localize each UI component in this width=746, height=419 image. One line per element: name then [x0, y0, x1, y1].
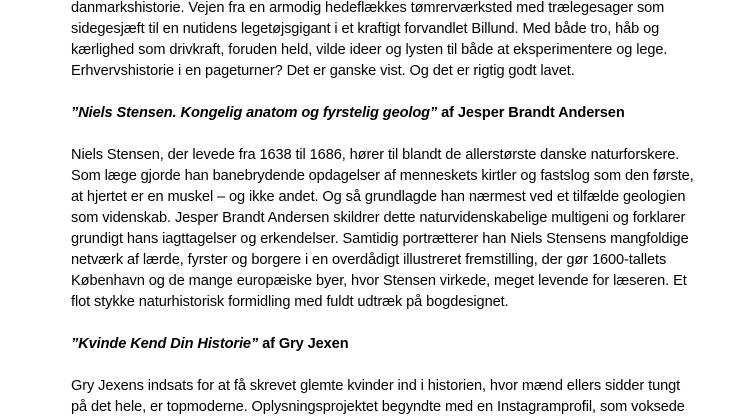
paragraph-niels-stensen — [71, 145, 694, 313]
heading-kvinde-kend-din-historie — [71, 334, 349, 355]
paragraph-line: kærlighed som drivkraft, foruden held, vilde ideer og lysten til både at eksperimentere og lege. — [71, 42, 668, 58]
paragraph-line: som videnskab. Jesper Brandt Andersen skildrer dette naturvidenskabelige multigeni og forklarer — [71, 210, 686, 226]
paragraph-line: sidegesjæft til en nutidens legetøjsgigant i et kraftigt forvandlet Billund. Med både tro, håb og — [71, 21, 660, 37]
paragraph-line: danmarkshistorie. Vejen fra en armodig hedeflækkes tømrerværksted med trælegesager som — [71, 0, 665, 16]
paragraph-line: flot stykke naturhistorisk formidling med fuldt udtræk på bogdesignet. — [71, 294, 509, 310]
paragraph-line: Niels Stensen, der levede fra 1638 til 1686, hører til blandt de allerstørste danske naturforskere. — [71, 147, 680, 163]
paragraph-lego-history — [71, 0, 667, 82]
paragraph-line: netværk af lærde, fyrster og borgere i en overdådigt illustreret fremstilling, der gør 1600-tallets — [71, 252, 667, 268]
paragraph-line: København og de mange europæiske byer, hvor Stensen virkede, meget levende for læseren. Et — [71, 273, 687, 289]
paragraph-line: Gry Jexens indsats for at få skrevet glemte kvinder ind i historien, hvor mænd ellers sidder tungt — [71, 378, 681, 394]
book-title: ”Kvinde Kend Din Historie” — [71, 336, 259, 352]
paragraph-line: Som læge gjorde han banebrydende opdagelser af menneskets kirtler og fastslog som den første, — [71, 168, 694, 184]
book-title: ”Niels Stensen. Kongelig anatom og fyrstelig geolog” — [71, 105, 438, 121]
book-author: af Gry Jexen — [258, 336, 349, 352]
paragraph-gry-jexen — [71, 376, 685, 418]
paragraph-line: på det hele, er topmoderne. Oplysningsprojektet begyndte med en Instagramprofil, som voksede — [71, 399, 685, 415]
heading-niels-stensen — [71, 103, 625, 124]
book-author: af Jesper Brandt Andersen — [437, 105, 625, 121]
paragraph-line: at hjertet er en muskel – og ikke andet. Og så grundlagde han nærmest ved et tilfælde geologien — [71, 189, 686, 205]
paragraph-line: grundigt hans iagttagelser og erkendelser. Samtidig portrætterer han Niels Stensens mangfoldige — [71, 231, 689, 247]
paragraph-line: Erhvervshistorie i en pageturner? Det er ganske vist. Og det er rigtig godt lavet. — [71, 63, 575, 79]
